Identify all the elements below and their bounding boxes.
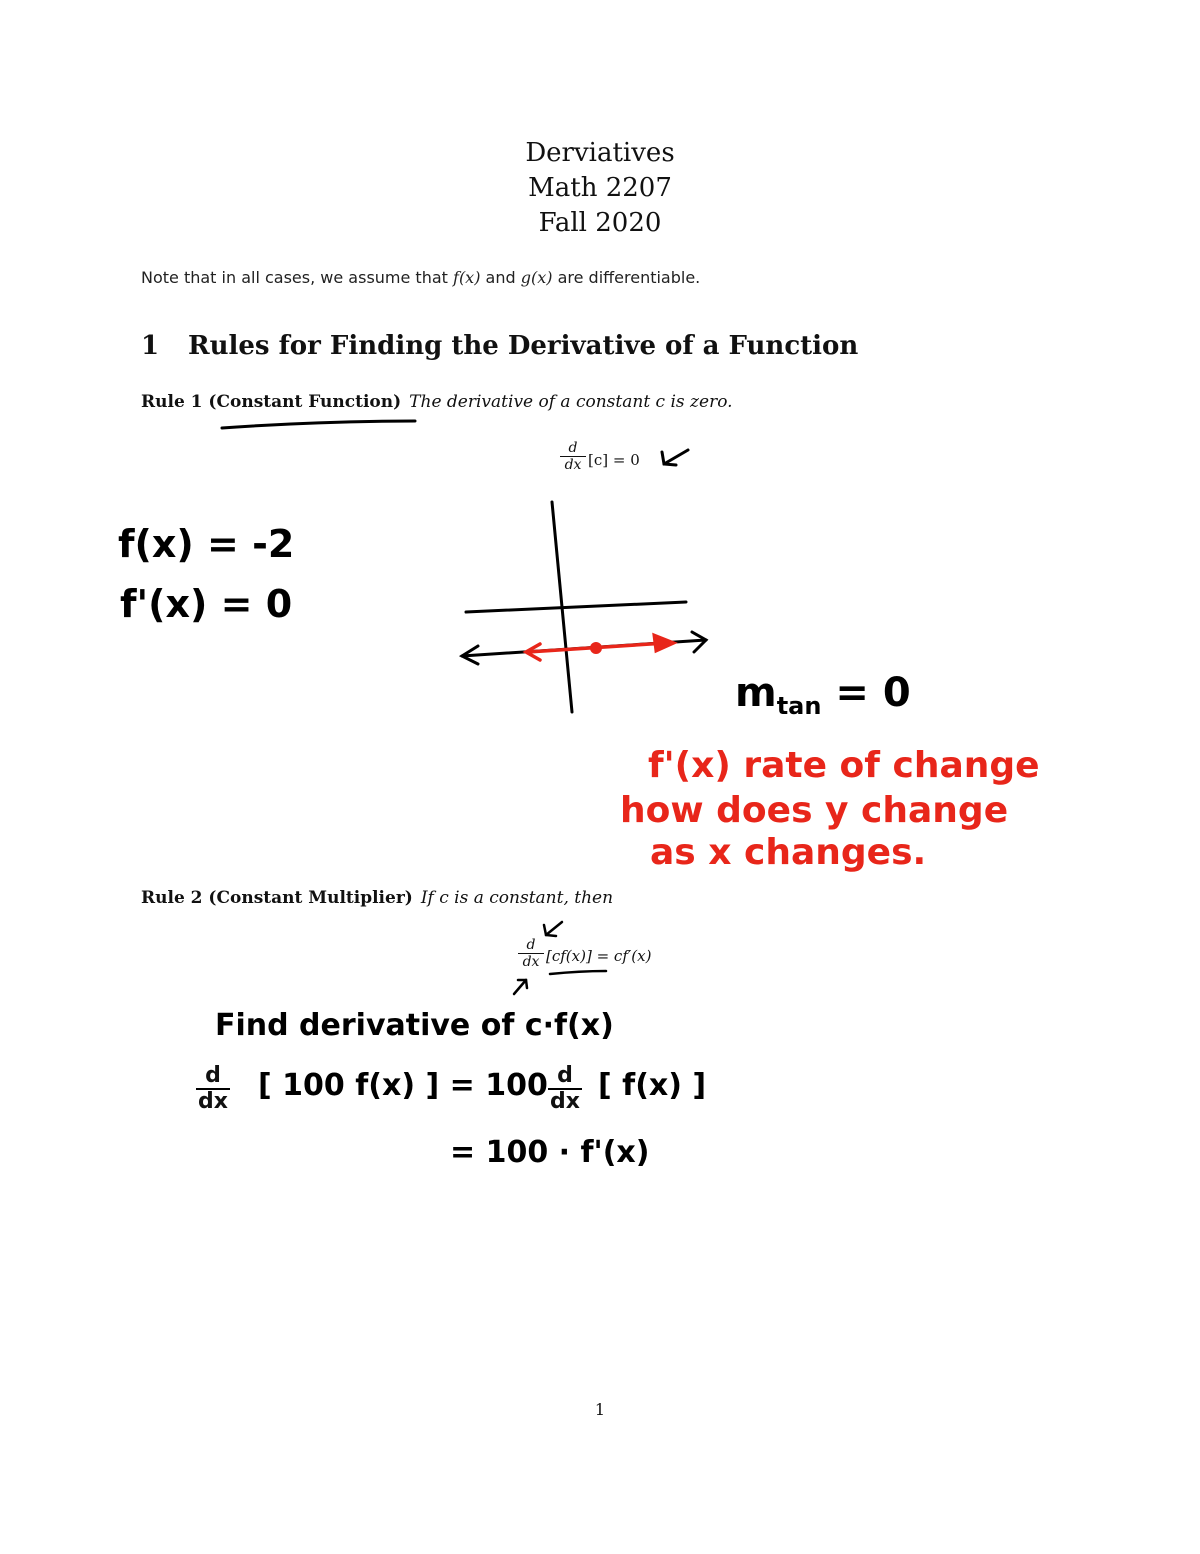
- rule-2-top-arrow-icon: [544, 922, 562, 936]
- handwritten-find-derivative: Find derivative of c·f(x): [215, 1008, 614, 1043]
- slope-rhs: = 0: [835, 670, 911, 716]
- graph-horizontal-line: [466, 602, 686, 612]
- hw-d-den-right: dx: [548, 1088, 582, 1114]
- rule-1-statement: The derivative of a constant c is zero.: [409, 392, 733, 412]
- handwritten-line2-end: [ f(x) ]: [598, 1068, 707, 1103]
- rule-1-label: Rule 1 (Constant Function): [141, 392, 402, 412]
- handwritten-f-prime: f'(x) = 0: [120, 582, 293, 626]
- handwritten-line2-mid: [ 100 f(x) ] = 100: [258, 1068, 548, 1103]
- red-right-arrowhead-icon: [654, 635, 674, 651]
- page-number: 1: [594, 1400, 606, 1419]
- red-note-how: how does y change: [620, 790, 1009, 831]
- red-note-rate: f'(x) rate of change: [648, 745, 1040, 786]
- rule-1-numerator: d: [568, 440, 578, 456]
- hw-d-num-left: d: [205, 1063, 221, 1088]
- note-prefix: Note that in all cases, we assume that: [141, 268, 454, 287]
- note-and: and: [480, 268, 521, 287]
- slope-subscript: tan: [776, 692, 822, 720]
- document-title: Derviatives: [525, 138, 675, 168]
- note-g: g(x): [520, 268, 553, 287]
- rule-2-numerator: d: [526, 937, 536, 953]
- section-number: 1: [141, 331, 160, 361]
- hw-d-num-right: d: [557, 1063, 573, 1088]
- rule-1-arrow-icon: [662, 450, 688, 465]
- rule-2-label: Rule 2 (Constant Multiplier): [141, 888, 413, 908]
- rule-1-underline: [222, 421, 415, 428]
- rule-2-statement: If c is a constant, then: [420, 888, 614, 908]
- handwritten-f-of-x: f(x) = -2: [118, 522, 295, 566]
- hw-d-den-left: dx: [196, 1088, 230, 1114]
- rule-2-bottom-arrow-icon: [514, 980, 527, 994]
- slope-m: m: [735, 670, 777, 716]
- rule-2-denominator: dx: [518, 953, 544, 970]
- handwritten-line3: = 100 · f'(x): [450, 1135, 650, 1170]
- rule-1-denominator: dx: [560, 456, 586, 473]
- term: Fall 2020: [538, 208, 662, 238]
- course-name: Math 2207: [528, 173, 672, 203]
- rule-2-underline: [550, 971, 606, 974]
- section-title: Rules for Finding the Derivative of a Function: [188, 331, 859, 361]
- rule-1-equation: [c] = 0: [588, 451, 640, 469]
- rule-2-equation: [cf(x)] = cf′(x): [546, 947, 652, 965]
- note-suffix: are differentiable.: [552, 268, 701, 287]
- red-point: [590, 642, 602, 654]
- red-note-as-x: as x changes.: [650, 832, 927, 873]
- note-f: f(x): [453, 268, 481, 287]
